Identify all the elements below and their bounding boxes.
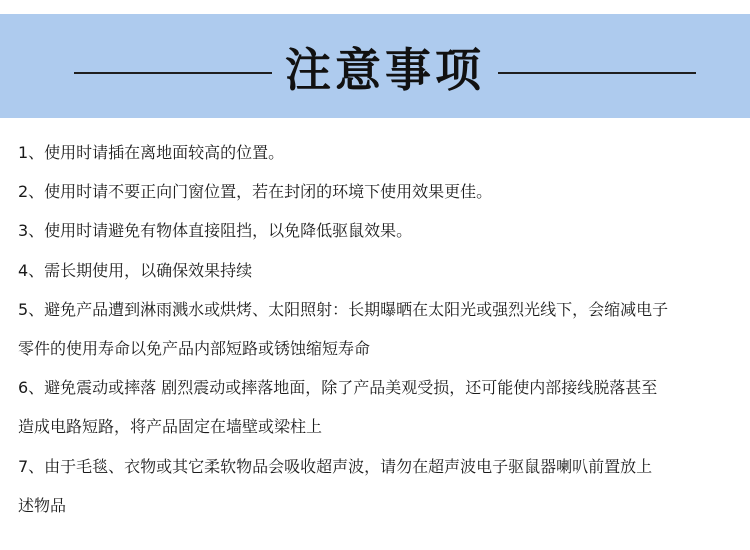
- note-line-1: 1、使用时请插在离地面较高的位置。: [18, 143, 285, 162]
- note-line-7-cont: 述物品: [18, 495, 67, 515]
- page-title: 注意事项: [285, 43, 485, 97]
- top-margin: [0, 0, 750, 14]
- note-line-5-cont: 零件的使用寿命以免产品内部短路或锈蚀缩短寿命: [18, 338, 371, 358]
- title-rule-left: [74, 72, 272, 74]
- note-line-6-cont: 造成电路短路，将产品固定在墙壁或梁柱上: [18, 417, 323, 437]
- note-line-5: 5、避免产品遭到淋雨溅水或烘烤、太阳照射：长期曝晒在太阳光或强烈光线下，会缩减电子: [18, 299, 669, 319]
- note-line-3: 3、使用时请避免有物体直接阻挡，以免降低驱鼠效果。: [18, 221, 413, 241]
- note-line-6: 6、避免震动或摔落 剧烈震动或摔落地面，除了产品美观受损，还可能使内部接线脱落甚至: [18, 378, 658, 398]
- note-line-2: 2、使用时请不要正向门窗位置，若在封闭的环境下使用效果更佳。: [18, 182, 493, 202]
- note-line-4: 4、需长期使用，以确保效果持续: [18, 260, 253, 280]
- title-rule-right: [498, 72, 696, 74]
- notes-list: [18, 133, 742, 525]
- note-line-7: 7、由于毛毯、衣物或其它柔软物品会吸收超声波，请勿在超声波电子驱鼠器喇叭前置放上: [18, 456, 653, 476]
